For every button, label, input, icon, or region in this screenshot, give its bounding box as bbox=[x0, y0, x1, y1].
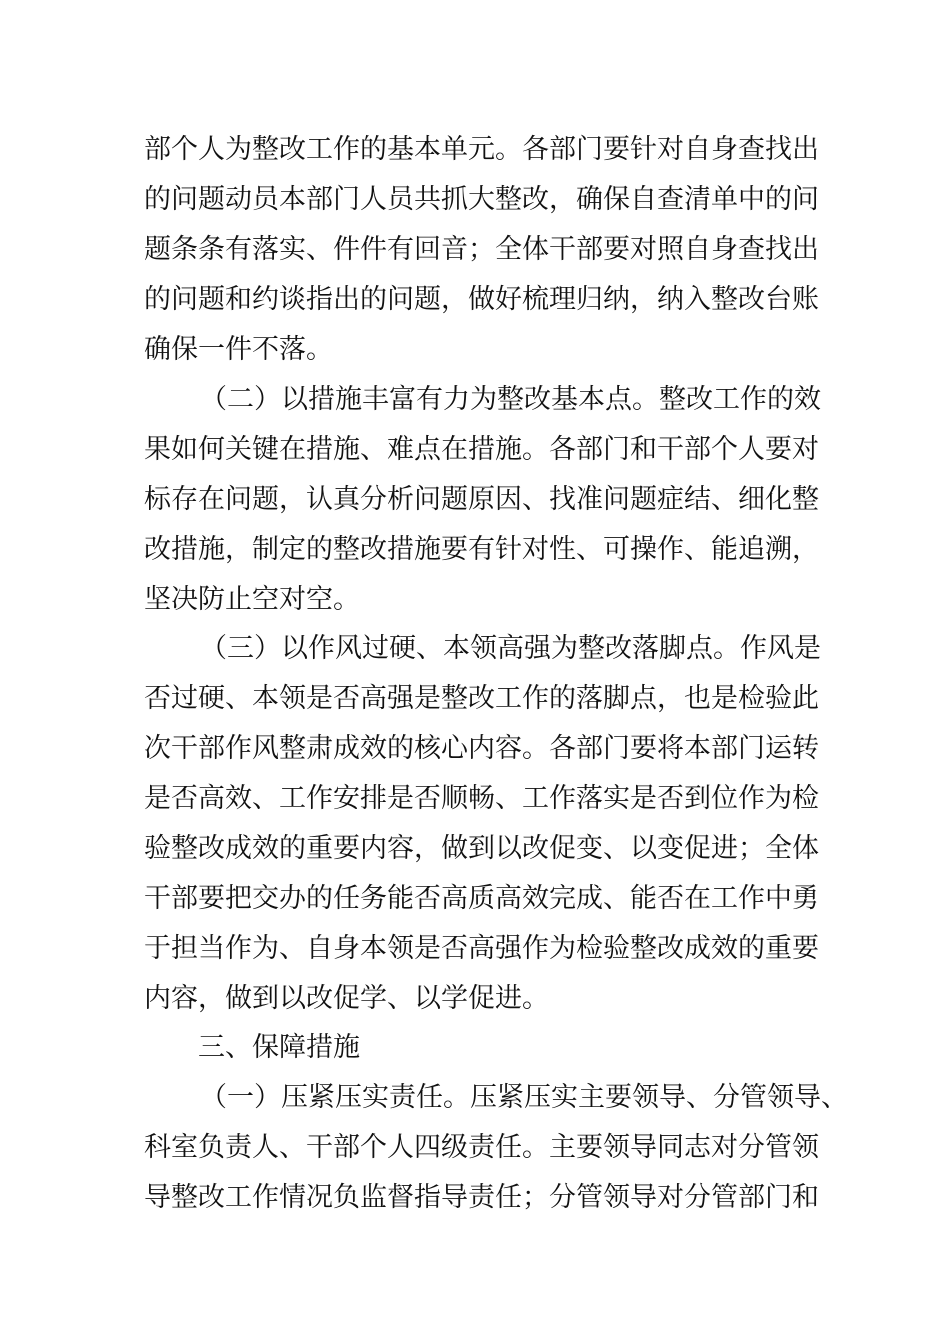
text-line: 干部要把交办的任务能否高质高效完成、能否在工作中勇 bbox=[144, 883, 819, 914]
text-line: 科室负责人、干部个人四级责任。主要领导同志对分管领 bbox=[144, 1132, 819, 1163]
text-line: 的问题和约谈指出的问题，做好梳理归纳，纳入整改台账 bbox=[144, 284, 819, 315]
paragraph-heading-line: （二）以措施丰富有力为整改基本点。整改工作的效 bbox=[200, 384, 821, 415]
text-line: 确保一件不落。 bbox=[144, 334, 333, 365]
paragraph-heading-line: （三）以作风过硬、本领高强为整改落脚点。作风是 bbox=[200, 633, 821, 664]
text-line: 部个人为整改工作的基本单元。各部门要针对自身查找出 bbox=[144, 134, 819, 165]
text-line: 果如何关键在措施、难点在措施。各部门和干部个人要对 bbox=[144, 434, 819, 465]
text-line: 于担当作为、自身本领是否高强作为检验整改成效的重要 bbox=[144, 933, 819, 964]
text-line: 题条条有落实、件件有回音；全体干部要对照自身查找出 bbox=[144, 234, 819, 265]
text-line: 否过硬、本领是否高强是整改工作的落脚点，也是检验此 bbox=[144, 683, 819, 714]
text-line: 内容，做到以改促学、以学促进。 bbox=[144, 983, 549, 1014]
text-line: 验整改成效的重要内容，做到以改促变、以变促进；全体 bbox=[144, 833, 819, 864]
text-line: 的问题动员本部门人员共抓大整改，确保自查清单中的问 bbox=[144, 184, 819, 215]
section-heading: 三、保障措施 bbox=[198, 1032, 360, 1063]
text-line: 改措施，制定的整改措施要有针对性、可操作、能追溯， bbox=[144, 534, 819, 565]
text-line: 标存在问题，认真分析问题原因、找准问题症结、细化整 bbox=[144, 484, 819, 515]
text-line: 次干部作风整肃成效的核心内容。各部门要将本部门运转 bbox=[144, 733, 819, 764]
text-line: 坚决防止空对空。 bbox=[144, 584, 360, 615]
paragraph-heading-line: （一）压紧压实责任。压紧压实主要领导、分管领导、 bbox=[200, 1082, 848, 1113]
text-line: 导整改工作情况负监督指导责任；分管领导对分管部门和 bbox=[144, 1182, 819, 1213]
text-line: 是否高效、工作安排是否顺畅、工作落实是否到位作为检 bbox=[144, 783, 819, 814]
